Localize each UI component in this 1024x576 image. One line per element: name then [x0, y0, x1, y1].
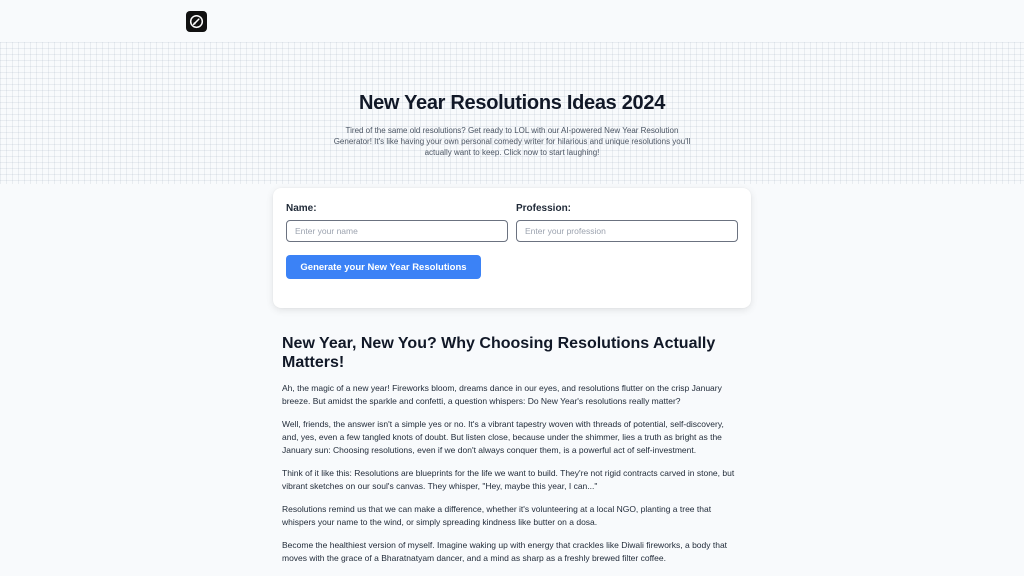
profession-label: Profession:: [516, 203, 572, 214]
hero-subtitle: Tired of the same old resolutions? Get ready to LOL with our AI-powered New Year Resolution Generator! It's like having your own personal comedy writer for hilarious and unique resolutions you'll actually want to keep. Click now to start laughing!: [333, 126, 691, 157]
article-paragraph: Ah, the magic of a new year! Fireworks bloom, dreams dance in our eyes, and resolutions flutter on the crisp January breeze. But amidst the sparkle and confetti, a question whispers: Do New Year's resolutions really matter?: [282, 383, 722, 406]
page-title: New Year Resolutions Ideas 2024: [358, 92, 666, 114]
pen-nib-logo-icon[interactable]: [186, 11, 207, 32]
top-bar: [0, 0, 1024, 42]
name-input[interactable]: [286, 220, 508, 242]
article-paragraph: Become the healthiest version of myself. Imagine waking up with energy that crackles like Diwali fireworks, a body that moves with the grace of a Bharatnatyam dancer, and a mind as sharp as a freshly brewed filter coffee.: [282, 540, 728, 563]
article-paragraph: Think of it like this: Resolutions are blueprints for the life we want to build. They're not rigid contracts carved in stone, but vibrant sketches on our soul's canvas. They whisper, "Hey, maybe this year, I can...": [282, 468, 735, 491]
article-heading: New Year, New You? Why Choosing Resolutions Actually Matters!: [282, 335, 716, 371]
article-paragraph: Resolutions remind us that we can make a difference, whether it's volunteering at a local NGO, planting a tree that whispers your name to the wind, or simply spreading kindness like butter on a dosa.: [282, 504, 712, 527]
profession-input[interactable]: [516, 220, 738, 242]
resolution-form-card: [273, 188, 751, 308]
article-section: [282, 334, 742, 575]
article-paragraph: Well, friends, the answer isn't a simple yes or no. It's a vibrant tapestry woven with threads of potential, self-discovery, and, yes, even a few tangled knots of doubt. But listen close, because under the shimmer, lies a truth as bright as the January sun: Choosing resolutions, even if we don't always conquer them, is a powerful act of self-investment.: [282, 419, 724, 455]
name-label: Name:: [286, 203, 317, 214]
generate-resolutions-button[interactable]: Generate your New Year Resolutions: [286, 255, 481, 279]
